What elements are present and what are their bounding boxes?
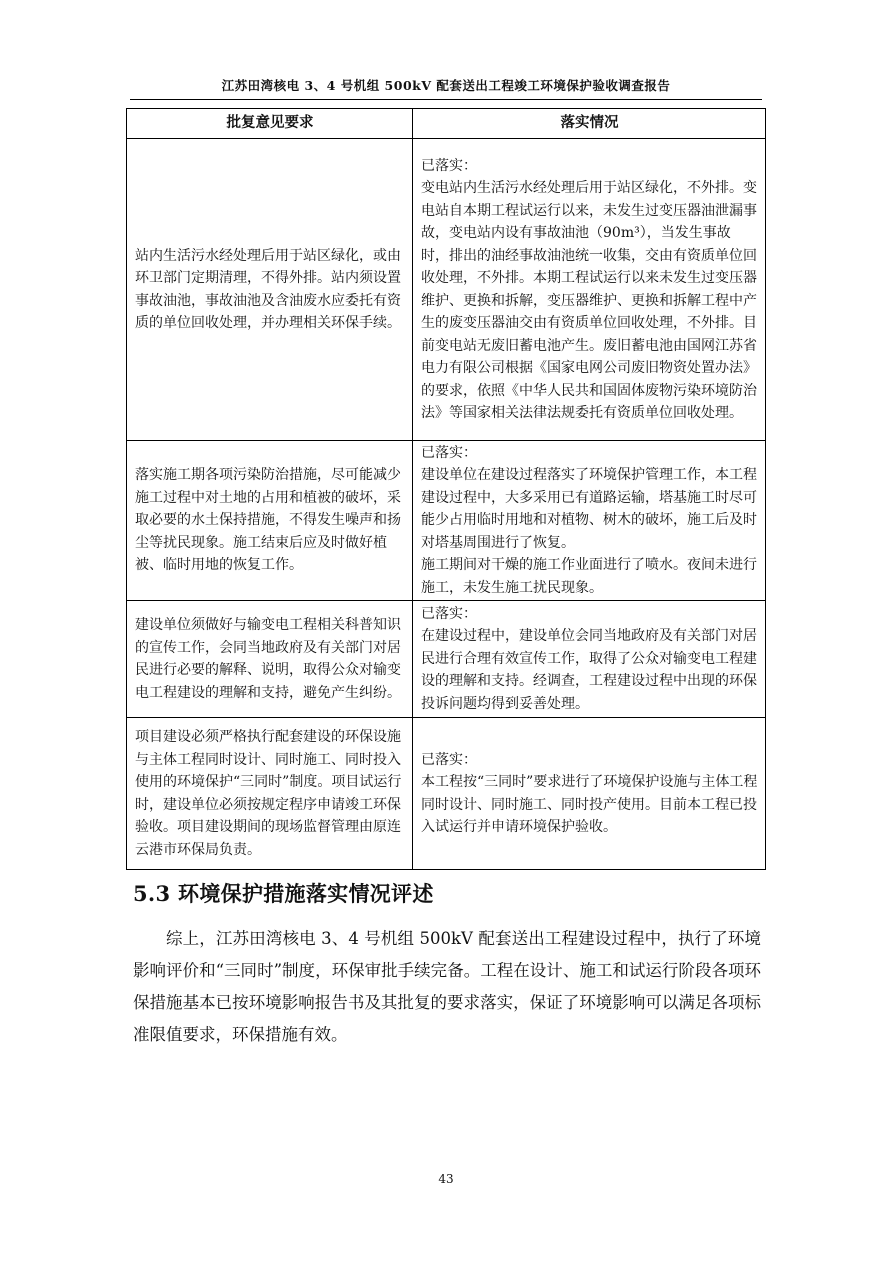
running-header: 江苏田湾核电 3、4 号机组 500kV 配套送出工程竣工环境保护验收调查报告 (221, 78, 671, 93)
table-row (127, 139, 766, 441)
implementation-cell (413, 718, 766, 870)
implementation-text: 施工期间对干燥的施工作业面进行了喷水。夜间未进行施工，未发生施工扰民现象。 (421, 557, 757, 596)
implementation-cell (413, 441, 766, 601)
table-row (127, 718, 766, 870)
requirement-cell: 落实施工期各项污染防治措施，尽可能减少施工过程中对土地的占用和植被的破坏，采取必要的水土保持措施，不得发生噪声和扬尘等扰民现象。施工结束后应及时做好植被、临时用地的恢复工作。 (127, 441, 413, 601)
header-rule (130, 99, 762, 100)
requirement-cell: 站内生活污水经处理后用于站区绿化，或由环卫部门定期清理，不得外排。站内须设置事故油池，事故油池及含油废水应委托有资质的单位回收处理，并办理相关环保手续。 (127, 139, 413, 441)
requirements-table (126, 108, 766, 870)
column-header-implementation: 落实情况 (413, 109, 766, 139)
table-row (127, 441, 766, 601)
status-label: 已落实： (421, 157, 477, 174)
implementation-cell (413, 139, 766, 441)
summary-paragraph: 综上，江苏田湾核电 3、4 号机组 500kV 配套送出工程建设过程中，执行了环境影响评价和“三同时”制度，环保审批手续完备。工程在设计、施工和试运行阶段各项环保措施基本已按环境影响报告书及其批复的要求落实，保证了环境影响可以满足各项标准限值要求，环保措施有效。 (133, 929, 761, 1044)
implementation-cell (413, 601, 766, 718)
requirement-cell: 项目建设必须严格执行配套建设的环保设施与主体工程同时设计、同时施工、同时投入使用的环境保护“三同时”制度。项目试运行时，建设单位必须按规定程序申请竣工环保验收。项目建设期间的现场监督管理由原连云港市环保局负责。 (127, 718, 413, 870)
implementation-text: 本工程按“三同时”要求进行了环境保护设施与主体工程同时设计、同时施工、同时投产使用。目前本工程已投入试运行并申请环境保护验收。 (421, 774, 758, 835)
column-header-requirement: 批复意见要求 (127, 109, 413, 139)
status-label: 已落实： (421, 605, 477, 622)
table-row (127, 601, 766, 718)
status-label: 已落实： (421, 751, 477, 768)
implementation-text: 建设单位在建设过程落实了环境保护管理工作，本工程建设过程中，大多采用已有道路运输，塔基施工时尽可能少占用临时用地和对植物、树木的破坏，施工后及时对塔基周围进行了恢复。 (421, 467, 757, 551)
table-header-row (127, 109, 766, 139)
implementation-text: 在建设过程中，建设单位会同当地政府及有关部门对居民进行合理有效宣传工作，取得了公众对输变电工程建设的理解和支持。经调查，工程建设过程中出现的环保投诉问题均得到妥善处理。 (421, 628, 757, 712)
implementation-text: 变电站内生活污水经处理后用于站区绿化，不外排。变电站自本期工程试运行以来，未发生过变压器油泄漏事故，变电站内设有事故油池（90m³），当发生事故时，排出的油经事故油池统一收集，交由有资质单位回收处理，不外排。本期工程试运行以来未发生过变压器维护、更换和拆解，变压器维护、更换和拆解工程中产生的废变压器油交由有资质单位回收处理，不外排。目前变电站无废旧蓄电池产生。废旧蓄电池由国网江苏省电力有限公司根据《国家电网公司废旧物资处置办法》的要求，依照《中华人民共和国固体废物污染环境防治法》等国家相关法律法规委托有资质单位回收处理。 (421, 180, 757, 421)
page-number: 43 (438, 1172, 454, 1186)
requirement-cell: 建设单位须做好与输变电工程相关科普知识的宣传工作，会同当地政府及有关部门对居民进行必要的解释、说明，取得公众对输变电工程建设的理解和支持，避免产生纠纷。 (127, 601, 413, 718)
status-label: 已落实： (421, 444, 477, 461)
section-heading: 5.3 环境保护措施落实情况评述 (133, 881, 434, 906)
